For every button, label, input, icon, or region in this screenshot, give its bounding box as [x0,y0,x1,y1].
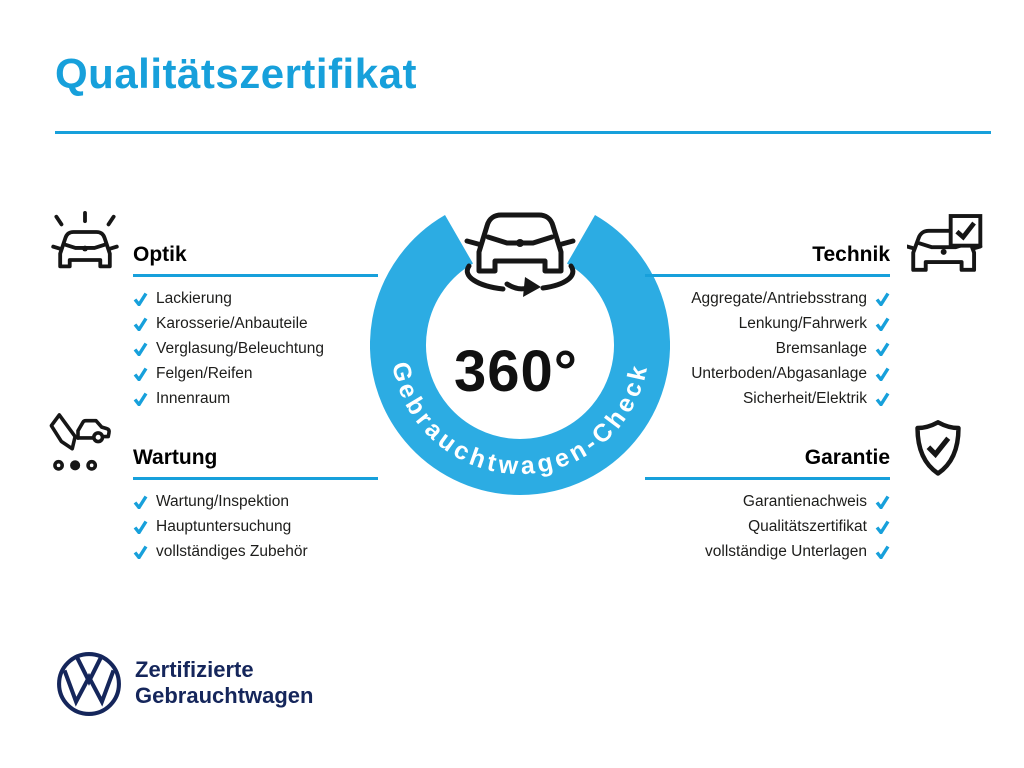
brand-line1: Zertifizierte [135,657,254,682]
check-item [645,390,890,407]
section-heading: Wartung [133,446,218,469]
check-item [133,543,378,560]
rotating-car-icon [455,192,585,304]
check-icon [875,292,890,306]
check-icon [133,342,148,356]
check-icon [133,392,148,406]
car-emblem-dot [82,246,88,252]
check-item [133,315,378,332]
shield-check [928,438,948,454]
check-item-label: Verglasung/Beleuchtung [156,340,325,357]
check-item [133,390,378,407]
check-icon [875,317,890,331]
ring-label: Gebrauchtwagen-Check [386,359,654,481]
brand-text [135,657,313,709]
check-item [645,340,890,357]
check-list [133,493,378,560]
check-item [645,365,890,382]
shield-check-icon [906,416,970,490]
brand-line2: Gebrauchtwagen [135,683,314,708]
check-item [133,518,378,535]
check-icon [875,545,890,559]
check-item-label: Wartung/Inspektion [156,493,289,510]
check-item [133,340,378,357]
check-item-label: Hauptuntersuchung [156,518,292,535]
section-garantie [645,446,890,568]
check-icon [875,367,890,381]
check-item-label: Lackierung [156,290,232,307]
pencil [51,415,75,449]
check-icon [133,545,148,559]
check-item-label: Sicherheit/Elektrik [742,390,867,407]
section-divider [133,274,378,277]
page-title: Qualitätszertifikat [55,50,417,97]
section-wartung [133,446,378,568]
section-heading: Garantie [804,446,890,469]
check-list [645,290,890,407]
check-icon [133,292,148,306]
check-icon [875,520,890,534]
check-item [133,493,378,510]
dot-outline-right [88,462,95,469]
check-item-label: vollständige Unterlagen [705,543,867,560]
check-item-label: Bremsanlage [775,340,867,357]
check-item-label: Felgen/Reifen [156,365,253,382]
section-heading: Technik [812,243,890,266]
check-item-label: Aggregate/Antriebsstrang [691,290,867,307]
check-item-label: Innenraum [156,390,231,407]
car-emblem-dot [516,239,524,247]
car-mirror-left [467,241,478,244]
check-icon [133,317,148,331]
logo-w [65,670,114,701]
section-divider [645,477,890,480]
car-checkbox-icon [907,212,985,284]
check-item [645,493,890,510]
check-item [645,315,890,332]
check-icon [133,520,148,534]
car-mirror-right [110,247,116,249]
check-item-label: Karosserie/Anbauteile [156,315,308,332]
check-item-label: Lenkung/Fahrwerk [738,315,867,332]
shine-ray-left [56,217,61,225]
section-heading: Optik [133,243,187,266]
dot-outline-left [55,462,62,469]
section-technik [645,243,890,415]
check-item [133,290,378,307]
check-item-label: Garantienachweis [742,493,867,510]
check-icon [875,495,890,509]
check-item-label: Qualitätszertifikat [748,518,867,535]
check-item [133,365,378,382]
check-item-label: vollständiges Zubehör [156,543,308,560]
section-divider [645,274,890,277]
check-icon [875,342,890,356]
check-icon [133,495,148,509]
check-item [645,518,890,535]
badge-360-label: 360° [454,339,578,404]
section-optik [133,243,378,415]
check-list [645,493,890,560]
check-item [645,290,890,307]
arrow-head [523,277,541,297]
check-item [645,543,890,560]
dot-filled-center [70,460,80,470]
check-list [133,290,378,407]
logo-v [77,658,100,681]
car-mirror-left [907,246,912,248]
check-icon [133,367,148,381]
title-divider [55,131,991,134]
shine-ray-right [109,217,114,225]
check-item-label: Unterboden/Abgasanlage [691,365,867,382]
car-wheel [94,433,103,442]
vw-logo [55,650,123,718]
car-emblem-dot [941,249,947,255]
service-checklist-car-icon [42,406,114,480]
car-mirror-left [53,247,59,249]
check-icon [875,392,890,406]
shiny-car-icon [50,210,120,282]
car-mirror-right [562,241,573,244]
section-divider [133,477,378,480]
